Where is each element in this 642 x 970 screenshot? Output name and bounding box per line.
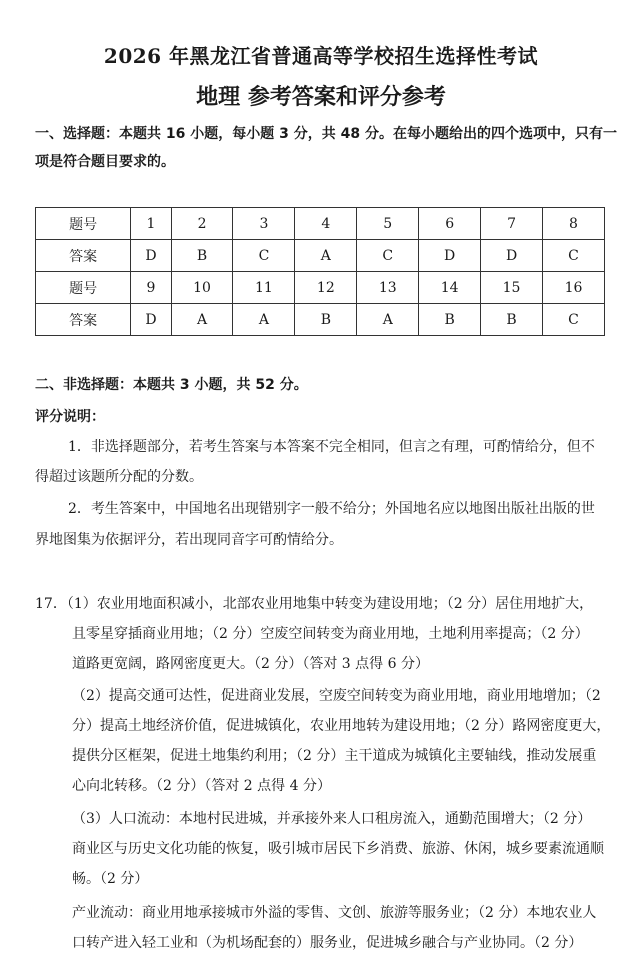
- scoring-notes-heading: 评分说明：: [35, 409, 105, 425]
- table-cell: B: [295, 304, 357, 336]
- q17-line: 心向北转移。（2 分）（答对 2 点得 4 分）: [72, 778, 331, 794]
- table-cell: C: [543, 240, 605, 272]
- table-cell: B: [481, 304, 543, 336]
- note2-line1: 2．考生答案中，中国地名出现错别字一般不给分；外国地名应以地图出版社出版的世: [68, 501, 595, 517]
- q17-line: 提供分区框架，促进土地集约利用；（2 分）主干道成为城镇化主要轴线，推动发展重: [72, 748, 597, 764]
- q17-line: （3）人口流动：本地村民进城，并承接外来人口租房流入，通勤范围增大；（2 分）: [72, 811, 592, 827]
- answer-table-row: [36, 208, 605, 240]
- table-cell: D: [419, 240, 481, 272]
- q17-line: （2）提高交通可达性，促进商业发展，空废空间转变为商业用地，商业用地增加；（2: [72, 688, 601, 704]
- q17-line: 分）提高土地经济价值，促进城镇化，农业用地转为建设用地；（2 分）路网密度更大，: [72, 718, 611, 734]
- table-cell: 12: [295, 272, 357, 304]
- table-cell: 10: [171, 272, 233, 304]
- table-cell: 13: [357, 272, 419, 304]
- table-cell: 1: [131, 208, 171, 240]
- q17-line: 17．（1）农业用地面积减小，北部农业用地集中转变为建设用地；（2 分）居住用地扩大，: [35, 596, 594, 612]
- row-label-cell: 答案: [36, 240, 131, 272]
- table-cell: 2: [171, 208, 233, 240]
- table-cell: D: [131, 240, 171, 272]
- section2-heading: 二、非选择题：本题共 3 小题，共 52 分。: [35, 377, 308, 393]
- table-cell: A: [295, 240, 357, 272]
- table-cell: B: [171, 240, 233, 272]
- table-cell: 11: [233, 272, 295, 304]
- note2-line2: 界地图集为依据评分，若出现同音字可酌情给分。: [35, 532, 343, 548]
- table-cell: 8: [543, 208, 605, 240]
- table-cell: 16: [543, 272, 605, 304]
- section1-line2: 项是符合题目要求的。: [35, 154, 175, 170]
- table-cell: A: [233, 304, 295, 336]
- table-cell: 9: [131, 272, 171, 304]
- table-cell: 3: [233, 208, 295, 240]
- q17-line: 畅。（2 分）: [72, 871, 149, 887]
- section1-line1: 一、选择题：本题共 16 小题，每小题 3 分，共 48 分。在每小题给出的四个选项中，只有一: [35, 126, 617, 142]
- table-cell: D: [481, 240, 543, 272]
- note1-line1: 1．非选择题部分，若考生答案与本答案不完全相同，但言之有理，可酌情给分，但不: [68, 439, 595, 455]
- exam-title: 2026 年黑龙江省普通高等学校招生选择性考试: [103, 44, 539, 68]
- q17-line: 口转产进入轻工业和（为机场配套的）服务业，促进城乡融合与产业协同。（2 分）: [72, 935, 583, 951]
- table-cell: D: [131, 304, 171, 336]
- table-cell: 6: [419, 208, 481, 240]
- answer-table-row: [36, 272, 605, 304]
- table-cell: B: [419, 304, 481, 336]
- table-cell: 4: [295, 208, 357, 240]
- table-cell: A: [171, 304, 233, 336]
- row-label-cell: 答案: [36, 304, 131, 336]
- table-cell: C: [233, 240, 295, 272]
- q17-line: 商业区与历史文化功能的恢复，吸引城市居民下乡消费、旅游、休闲，城乡要素流通顺: [72, 841, 604, 857]
- table-cell: A: [357, 304, 419, 336]
- answer-table-row: [36, 304, 605, 336]
- q17-line: 道路更宽阔，路网密度更大。（2 分）（答对 3 点得 6 分）: [72, 656, 429, 672]
- note1-line2: 得超过该题所分配的分数。: [35, 469, 203, 485]
- table-cell: 14: [419, 272, 481, 304]
- exam-subtitle: 地理 参考答案和评分参考: [196, 85, 446, 110]
- answer-table: [35, 207, 605, 336]
- table-cell: C: [357, 240, 419, 272]
- row-label-cell: 题号: [36, 208, 131, 240]
- q17-line: 且零星穿插商业用地；（2 分）空废空间转变为商业用地，土地利用率提高；（2 分）: [72, 626, 589, 642]
- table-cell: 7: [481, 208, 543, 240]
- table-cell: 15: [481, 272, 543, 304]
- q17-line: 产业流动：商业用地承接城市外溢的零售、文创、旅游等服务业；（2 分）本地农业人: [72, 905, 597, 921]
- answer-table-row: [36, 240, 605, 272]
- table-cell: 5: [357, 208, 419, 240]
- table-cell: C: [543, 304, 605, 336]
- row-label-cell: 题号: [36, 272, 131, 304]
